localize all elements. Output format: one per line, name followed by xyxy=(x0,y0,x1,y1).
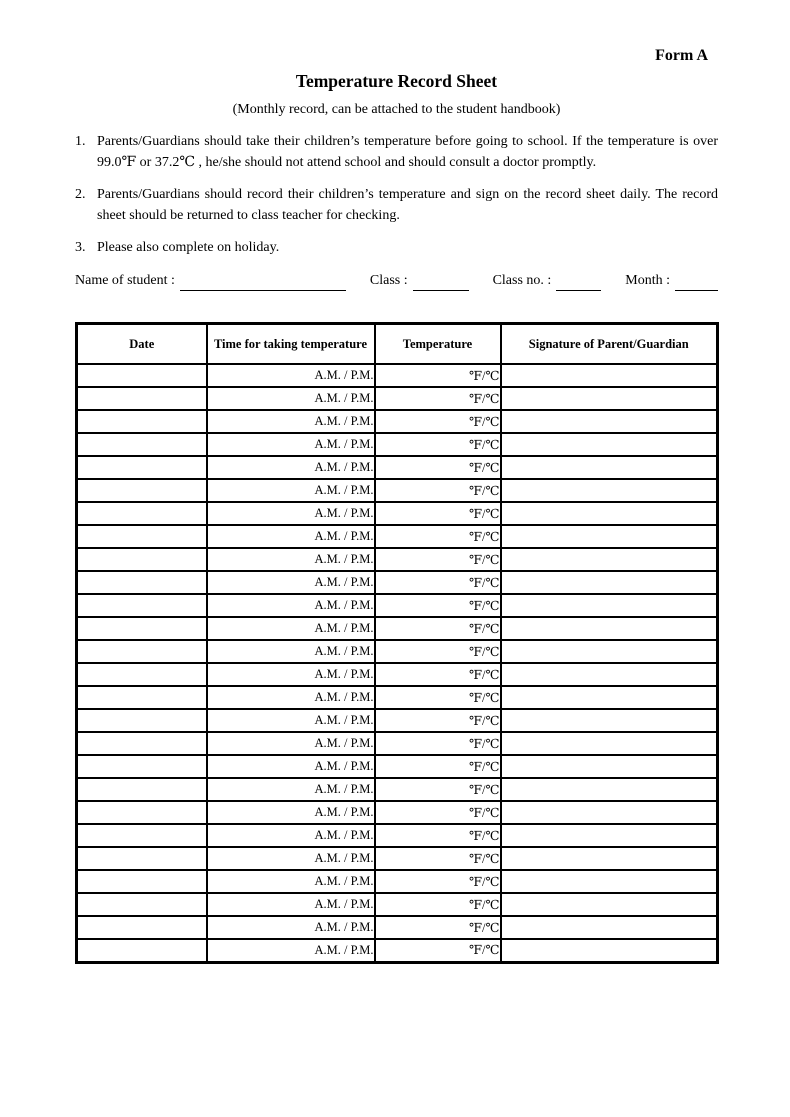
date-cell[interactable] xyxy=(77,732,207,755)
temperature-unit-cell[interactable]: ℉/℃ xyxy=(375,870,501,893)
signature-cell[interactable] xyxy=(501,364,718,387)
signature-cell[interactable] xyxy=(501,571,718,594)
table-row xyxy=(77,778,718,801)
table-row xyxy=(77,663,718,686)
date-cell[interactable] xyxy=(77,778,207,801)
table-row xyxy=(77,364,718,387)
table-row xyxy=(77,479,718,502)
table-row xyxy=(77,801,718,824)
time-am-pm-cell[interactable]: A.M. / P.M. xyxy=(207,387,375,410)
time-am-pm-cell[interactable]: A.M. / P.M. xyxy=(207,732,375,755)
instruction-number: 1. xyxy=(75,134,86,149)
signature-cell[interactable] xyxy=(501,410,718,433)
temperature-unit-cell[interactable]: ℉/℃ xyxy=(375,686,501,709)
time-am-pm-cell[interactable]: A.M. / P.M. xyxy=(207,617,375,640)
time-am-pm-cell[interactable]: A.M. / P.M. xyxy=(207,686,375,709)
table-row xyxy=(77,755,718,778)
temperature-unit-cell[interactable]: ℉/℃ xyxy=(375,364,501,387)
date-cell[interactable] xyxy=(77,893,207,916)
date-cell[interactable] xyxy=(77,525,207,548)
table-row xyxy=(77,732,718,755)
temperature-unit-cell[interactable]: ℉/℃ xyxy=(375,755,501,778)
temperature-unit-cell[interactable]: ℉/℃ xyxy=(375,594,501,617)
table-row xyxy=(77,433,718,456)
date-cell[interactable] xyxy=(77,410,207,433)
table-row xyxy=(77,640,718,663)
time-am-pm-cell[interactable]: A.M. / P.M. xyxy=(207,870,375,893)
signature-cell[interactable] xyxy=(501,686,718,709)
instruction-item-2 xyxy=(75,184,718,226)
signature-cell[interactable] xyxy=(501,548,718,571)
page-subtitle: (Monthly record, can be attached to the student handbook) xyxy=(232,102,561,117)
table-row xyxy=(77,847,718,870)
instruction-text: Please also complete on holiday. xyxy=(97,240,280,255)
form-code-label: Form A xyxy=(655,47,708,64)
date-cell[interactable] xyxy=(77,364,207,387)
time-am-pm-cell[interactable]: A.M. / P.M. xyxy=(207,824,375,847)
table-row xyxy=(77,456,718,479)
time-am-pm-cell[interactable]: A.M. / P.M. xyxy=(207,663,375,686)
time-am-pm-cell[interactable]: A.M. / P.M. xyxy=(207,548,375,571)
class-label: Class : xyxy=(369,273,408,288)
student-name-field[interactable] xyxy=(180,275,346,291)
instruction-number: 2. xyxy=(75,187,86,202)
temperature-unit-cell[interactable]: ℉/℃ xyxy=(375,663,501,686)
temperature-unit-cell[interactable]: ℉/℃ xyxy=(375,456,501,479)
temperature-unit-cell[interactable]: ℉/℃ xyxy=(375,893,501,916)
time-am-pm-cell[interactable]: A.M. / P.M. xyxy=(207,594,375,617)
time-am-pm-cell[interactable]: A.M. / P.M. xyxy=(207,571,375,594)
signature-cell[interactable] xyxy=(501,916,718,939)
signature-cell[interactable] xyxy=(501,939,718,962)
signature-cell[interactable] xyxy=(501,709,718,732)
class-no-field[interactable] xyxy=(556,275,601,291)
student-name-label: Name of student : xyxy=(75,273,175,288)
signature-cell[interactable] xyxy=(501,893,718,916)
instruction-item-1 xyxy=(75,131,718,173)
date-cell[interactable] xyxy=(77,663,207,686)
table-row xyxy=(77,525,718,548)
temperature-unit-cell[interactable]: ℉/℃ xyxy=(375,479,501,502)
signature-cell[interactable] xyxy=(501,732,718,755)
student-name-group xyxy=(75,271,346,291)
date-cell[interactable] xyxy=(77,571,207,594)
student-info-line xyxy=(75,271,718,291)
temperature-unit-cell[interactable]: ℉/℃ xyxy=(375,732,501,755)
date-cell[interactable] xyxy=(77,387,207,410)
table-row xyxy=(77,594,718,617)
instruction-text: Parents/Guardians should record their children’s temperature and sign on the record sheet daily. The record sheet should be returned to class teacher for checking. xyxy=(97,187,718,223)
table-header-row xyxy=(77,324,718,365)
date-cell[interactable] xyxy=(77,502,207,525)
table-row xyxy=(77,686,718,709)
table-row xyxy=(77,502,718,525)
date-cell[interactable] xyxy=(77,617,207,640)
date-cell[interactable] xyxy=(77,548,207,571)
header-date: Date xyxy=(77,324,207,365)
signature-cell[interactable] xyxy=(501,870,718,893)
date-cell[interactable] xyxy=(77,479,207,502)
date-cell[interactable] xyxy=(77,801,207,824)
table-row xyxy=(77,617,718,640)
temperature-unit-cell[interactable]: ℉/℃ xyxy=(375,939,501,962)
table-row xyxy=(77,709,718,732)
page-title: Temperature Record Sheet xyxy=(295,71,498,91)
date-cell[interactable] xyxy=(77,640,207,663)
temperature-unit-cell[interactable]: ℉/℃ xyxy=(375,916,501,939)
signature-cell[interactable] xyxy=(501,594,718,617)
table-row xyxy=(77,387,718,410)
date-cell[interactable] xyxy=(77,939,207,962)
header-time: Time for taking temperature xyxy=(207,324,375,365)
class-no-group xyxy=(493,271,602,291)
temperature-unit-cell[interactable]: ℉/℃ xyxy=(375,778,501,801)
signature-cell[interactable] xyxy=(501,801,718,824)
date-cell[interactable] xyxy=(77,433,207,456)
temperature-record-table xyxy=(75,322,719,964)
signature-cell[interactable] xyxy=(501,824,718,847)
signature-cell[interactable] xyxy=(501,433,718,456)
table-row xyxy=(77,410,718,433)
time-am-pm-cell[interactable]: A.M. / P.M. xyxy=(207,640,375,663)
temperature-unit-cell[interactable]: ℉/℃ xyxy=(375,571,501,594)
time-am-pm-cell[interactable]: A.M. / P.M. xyxy=(207,410,375,433)
time-am-pm-cell[interactable]: A.M. / P.M. xyxy=(207,525,375,548)
instruction-text: Parents/Guardians should take their children’s temperature before going to school. If the temperature is over 99.0℉ or 37.2℃ , he/she should not attend school and should consult a doctor promptly. xyxy=(97,134,718,170)
month-label: Month : xyxy=(625,273,670,288)
date-cell[interactable] xyxy=(77,709,207,732)
temperature-unit-cell[interactable]: ℉/℃ xyxy=(375,709,501,732)
date-cell[interactable] xyxy=(77,686,207,709)
table-row xyxy=(77,571,718,594)
temperature-unit-cell[interactable]: ℉/℃ xyxy=(375,548,501,571)
date-cell[interactable] xyxy=(77,847,207,870)
signature-cell[interactable] xyxy=(501,755,718,778)
signature-cell[interactable] xyxy=(501,387,718,410)
time-am-pm-cell[interactable]: A.M. / P.M. xyxy=(207,778,375,801)
signature-cell[interactable] xyxy=(501,778,718,801)
month-field[interactable] xyxy=(675,275,718,291)
table-row xyxy=(77,548,718,571)
signature-cell[interactable] xyxy=(501,456,718,479)
month-group xyxy=(625,271,718,291)
date-cell[interactable] xyxy=(77,594,207,617)
signature-cell[interactable] xyxy=(501,502,718,525)
header-signature: Signature of Parent/Guardian xyxy=(501,324,718,365)
time-am-pm-cell[interactable]: A.M. / P.M. xyxy=(207,364,375,387)
table-row xyxy=(77,916,718,939)
time-am-pm-cell[interactable]: A.M. / P.M. xyxy=(207,755,375,778)
table-row xyxy=(77,870,718,893)
signature-cell[interactable] xyxy=(501,640,718,663)
temperature-unit-cell[interactable]: ℉/℃ xyxy=(375,387,501,410)
table-row xyxy=(77,893,718,916)
class-group xyxy=(370,271,469,291)
temperature-unit-cell[interactable]: ℉/℃ xyxy=(375,847,501,870)
signature-cell[interactable] xyxy=(501,525,718,548)
time-am-pm-cell[interactable]: A.M. / P.M. xyxy=(207,916,375,939)
table-row xyxy=(77,824,718,847)
instruction-item-3 xyxy=(75,237,718,258)
instruction-number: 3. xyxy=(75,240,86,255)
date-cell[interactable] xyxy=(77,870,207,893)
table-row xyxy=(77,939,718,962)
time-am-pm-cell[interactable]: A.M. / P.M. xyxy=(207,939,375,962)
signature-cell[interactable] xyxy=(501,479,718,502)
temperature-unit-cell[interactable]: ℉/℃ xyxy=(375,502,501,525)
temperature-unit-cell[interactable]: ℉/℃ xyxy=(375,410,501,433)
temperature-unit-cell[interactable]: ℉/℃ xyxy=(375,640,501,663)
temperature-unit-cell[interactable]: ℉/℃ xyxy=(375,433,501,456)
signature-cell[interactable] xyxy=(501,847,718,870)
time-am-pm-cell[interactable]: A.M. / P.M. xyxy=(207,709,375,732)
temperature-unit-cell[interactable]: ℉/℃ xyxy=(375,824,501,847)
date-cell[interactable] xyxy=(77,755,207,778)
time-am-pm-cell[interactable]: A.M. / P.M. xyxy=(207,456,375,479)
date-cell[interactable] xyxy=(77,456,207,479)
class-field[interactable] xyxy=(413,275,469,291)
signature-cell[interactable] xyxy=(501,617,718,640)
temperature-unit-cell[interactable]: ℉/℃ xyxy=(375,801,501,824)
date-cell[interactable] xyxy=(77,824,207,847)
temperature-table-body xyxy=(77,364,718,962)
time-am-pm-cell[interactable]: A.M. / P.M. xyxy=(207,433,375,456)
class-no-label: Class no. : xyxy=(492,273,552,288)
header-temperature: Temperature xyxy=(375,324,501,365)
time-am-pm-cell[interactable]: A.M. / P.M. xyxy=(207,479,375,502)
temperature-unit-cell[interactable]: ℉/℃ xyxy=(375,525,501,548)
time-am-pm-cell[interactable]: A.M. / P.M. xyxy=(207,893,375,916)
temperature-unit-cell[interactable]: ℉/℃ xyxy=(375,617,501,640)
time-am-pm-cell[interactable]: A.M. / P.M. xyxy=(207,801,375,824)
time-am-pm-cell[interactable]: A.M. / P.M. xyxy=(207,847,375,870)
time-am-pm-cell[interactable]: A.M. / P.M. xyxy=(207,502,375,525)
signature-cell[interactable] xyxy=(501,663,718,686)
date-cell[interactable] xyxy=(77,916,207,939)
